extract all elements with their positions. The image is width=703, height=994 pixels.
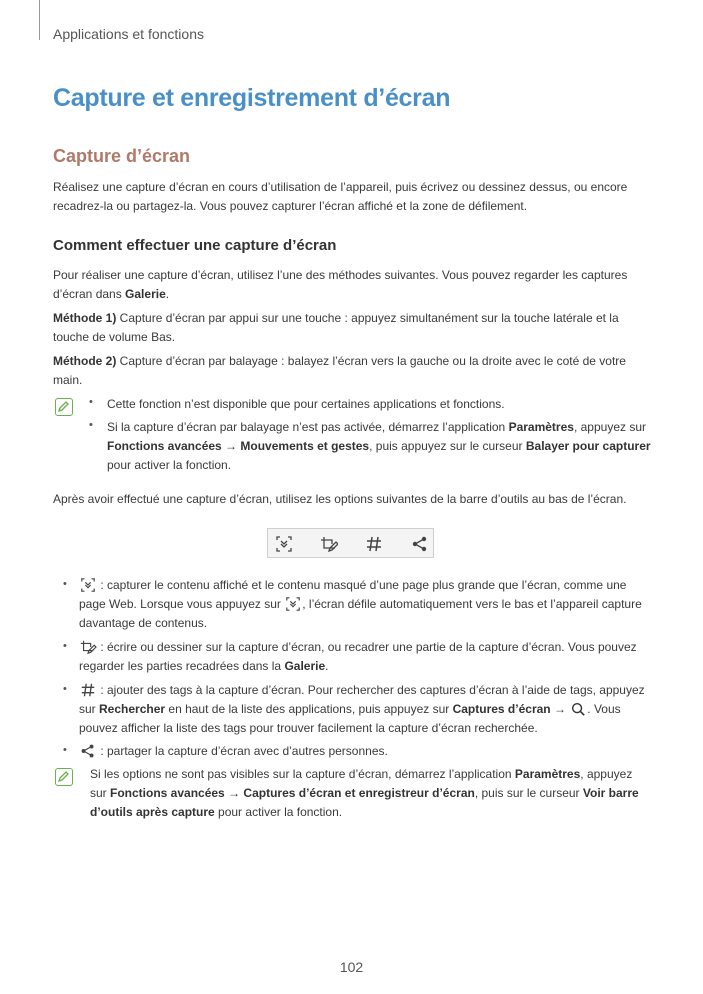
- option-scroll-capture: : capturer le contenu affiché et le contenu masqué d’une page plus grande que l’écran, comme une page Web. Lorsque vous appuyez sur , l’écran défile automatiquement vers le bas et l’appareil capture davantage de contenus.: [79, 578, 642, 630]
- page-number: 102: [339, 959, 364, 975]
- share-icon: [79, 743, 97, 759]
- search-icon: [569, 701, 587, 717]
- option-tags: : ajouter des tags à la capture d’écran. Pour rechercher des captures d’écran à l’aide de tags, appuyez sur Rechercher en haut de la liste des applications, puis appuyez sur Captures d’écran → . Vous pouvez afficher la liste des tags pour trouver facilement la capture d’écran recherchée.: [79, 683, 645, 735]
- section-subtitle: Capture d’écran: [53, 146, 191, 166]
- scroll-capture-icon: [79, 577, 97, 593]
- tag-icon: [79, 682, 97, 698]
- note-pencil-icon: [55, 768, 73, 786]
- bullet: •: [63, 683, 67, 695]
- screenshot-toolbar: [267, 528, 434, 558]
- bullet: •: [63, 578, 67, 590]
- option-draw-crop: : écrire ou dessiner sur la capture d’écran, ou recadrer une partie de la capture d’écran. Vous pouvez regarder les parties recadrées dans la Galerie.: [79, 640, 637, 673]
- scroll-capture-icon: [275, 535, 293, 553]
- option-share: : partager la capture d’écran avec d’autres personnes.: [79, 742, 649, 761]
- note-pencil-icon: [55, 398, 73, 416]
- after-capture-paragraph: Après avoir effectué une capture d’écran, utilisez les options suivantes de la barre d’outils au bas de l’écran.: [53, 492, 627, 506]
- note1-bullet-1: Cette fonction n’est disponible que pour certaines applications et fonctions.: [107, 397, 505, 411]
- method-1: Méthode 1) Capture d’écran par appui sur une touche : appuyez simultanément sur la touche latérale et la touche de volume Bas.: [53, 311, 619, 344]
- draw-crop-icon: [320, 535, 338, 553]
- howto-heading: Comment effectuer une capture d’écran: [53, 237, 337, 254]
- page-title: Capture et enregistrement d’écran: [53, 84, 451, 112]
- bullet: •: [63, 744, 67, 756]
- note2-text: Si les options ne sont pas visibles sur la capture d’écran, démarrez l’application Paramètres, appuyez sur Fonctions avancées → Captures d’écran et enregistreur d’écran, puis sur le curseur Voir barre d’outils après capture pour activer la fonction.: [90, 767, 639, 819]
- section-header: Applications et fonctions: [53, 26, 204, 42]
- scroll-capture-icon: [284, 596, 302, 612]
- intro-paragraph: Réalisez une capture d’écran en cours d’utilisation de l’appareil, puis écrivez ou dessinez dessus, ou encore recadrez-la ou partagez-la. Vous pouvez capturer l’écran affiché et la zone de défilement.: [53, 180, 628, 213]
- draw-crop-icon: [79, 639, 97, 655]
- tag-icon: [365, 535, 383, 553]
- bullet: •: [89, 396, 93, 408]
- bullet: •: [89, 419, 93, 431]
- bullet: •: [63, 640, 67, 652]
- header-divider: [39, 0, 40, 40]
- howto-paragraph: Pour réaliser une capture d’écran, utilisez l’une des méthodes suivantes. Vous pouvez regarder les captures d’écran dans Galerie.: [53, 268, 628, 301]
- note1-bullet-2: Si la capture d’écran par balayage n’est pas activée, démarrez l’application Paramètres, appuyez sur Fonctions avancées → Mouvements et gestes, puis appuyez sur le curseur Balayer pour capturer pour activer la fonction.: [107, 420, 651, 472]
- share-icon: [411, 535, 429, 553]
- method-2: Méthode 2) Capture d’écran par balayage : balayez l’écran vers la gauche ou la droite avec le coté de votre main.: [53, 354, 626, 387]
